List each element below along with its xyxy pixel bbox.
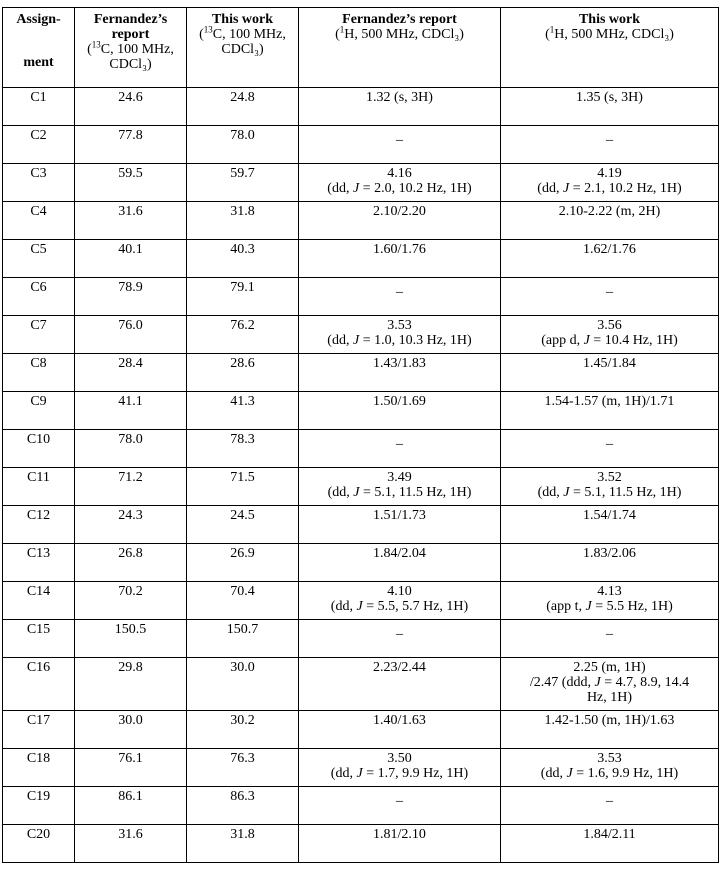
cell-assignment: C4 bbox=[3, 202, 75, 240]
cell-this-work-13c: 26.9 bbox=[187, 544, 299, 582]
table-row bbox=[3, 88, 719, 126]
cell-line: _ bbox=[396, 128, 403, 143]
cell-this-work-1h bbox=[501, 88, 719, 126]
cell-this-work-1h bbox=[501, 240, 719, 278]
cell-line: 3.53 bbox=[597, 751, 622, 766]
cell-line: (dd, J = 2.1, 10.2 Hz, 1H) bbox=[537, 181, 682, 196]
cell-assignment: C18 bbox=[3, 749, 75, 787]
cell-this-work-1h bbox=[501, 392, 719, 430]
cell-fernandez-1h bbox=[299, 430, 501, 468]
cell-line: (dd, J = 5.1, 11.5 Hz, 1H) bbox=[537, 485, 682, 500]
table-row bbox=[3, 620, 719, 658]
cell-this-work-1h bbox=[501, 354, 719, 392]
cell-fernandez-1h bbox=[299, 126, 501, 164]
cell-this-work-1h bbox=[501, 787, 719, 825]
cell-fernandez-1h bbox=[299, 787, 501, 825]
cell-assignment: C16 bbox=[3, 658, 75, 711]
cell-fernandez-13c: 30.0 bbox=[75, 711, 187, 749]
cell-assignment: C1 bbox=[3, 88, 75, 126]
cell-fernandez-13c: 77.8 bbox=[75, 126, 187, 164]
cell-assignment: C6 bbox=[3, 278, 75, 316]
cell-fernandez-13c: 28.4 bbox=[75, 354, 187, 392]
cell-this-work-13c: 76.2 bbox=[187, 316, 299, 354]
cell-fernandez-1h bbox=[299, 468, 501, 506]
cell-this-work-13c: 31.8 bbox=[187, 825, 299, 863]
cell-this-work-1h bbox=[501, 825, 719, 863]
table-row bbox=[3, 582, 719, 620]
cell-line: 3.56 bbox=[597, 318, 622, 333]
cell-this-work-1h bbox=[501, 126, 719, 164]
cell-assignment: C15 bbox=[3, 620, 75, 658]
cell-this-work-13c: 86.3 bbox=[187, 787, 299, 825]
cell-fernandez-1h bbox=[299, 202, 501, 240]
cell-line: 3.49 bbox=[387, 470, 412, 485]
cell-line: Hz, 1H) bbox=[586, 690, 633, 705]
cell-line: (dd, J = 1.7, 9.9 Hz, 1H) bbox=[330, 766, 469, 781]
cell-line: _ bbox=[606, 432, 613, 447]
cell-line: 3.53 bbox=[387, 318, 412, 333]
header-fernandez-13c: Fernandez’s report ($^{13}$C, 100 MHz, CDCl₃) bbox=[75, 8, 187, 88]
cell-fernandez-1h bbox=[299, 711, 501, 749]
header-row bbox=[3, 8, 719, 88]
cell-this-work-13c: 30.0 bbox=[187, 658, 299, 711]
cell-line: 1.54-1.57 (m, 1H)/1.71 bbox=[544, 394, 675, 409]
table-row bbox=[3, 316, 719, 354]
cell-fernandez-13c: 31.6 bbox=[75, 202, 187, 240]
cell-fernandez-1h bbox=[299, 240, 501, 278]
cell-line: 1.32 (s, 3H) bbox=[366, 90, 433, 105]
cell-line: (dd, J = 1.0, 10.3 Hz, 1H) bbox=[327, 333, 472, 348]
cell-line: 4.19 bbox=[597, 166, 622, 181]
table-row bbox=[3, 711, 719, 749]
cell-line: (dd, J = 5.5, 5.7 Hz, 1H) bbox=[330, 599, 469, 614]
cell-fernandez-1h bbox=[299, 658, 501, 711]
cell-fernandez-1h bbox=[299, 316, 501, 354]
cell-line: 1.35 (s, 3H) bbox=[576, 90, 643, 105]
cell-line: 1.60/1.76 bbox=[373, 242, 426, 257]
cell-assignment: C11 bbox=[3, 468, 75, 506]
table-row bbox=[3, 392, 719, 430]
cell-this-work-13c: 24.8 bbox=[187, 88, 299, 126]
cell-this-work-13c: 78.0 bbox=[187, 126, 299, 164]
cell-line: /2.47 (ddd, J = 4.7, 8.9, 14.4 bbox=[529, 675, 690, 690]
cell-line: (dd, J = 1.6, 9.9 Hz, 1H) bbox=[540, 766, 679, 781]
nmr-comparison-table bbox=[2, 7, 719, 863]
cell-line: 1.43/1.83 bbox=[373, 356, 426, 371]
table-row bbox=[3, 468, 719, 506]
table-row bbox=[3, 126, 719, 164]
cell-this-work-1h bbox=[501, 506, 719, 544]
cell-fernandez-13c: 41.1 bbox=[75, 392, 187, 430]
cell-this-work-13c: 31.8 bbox=[187, 202, 299, 240]
header-this-work-1h: This work ($^1$H, 500 MHz, CDCl₃) bbox=[501, 8, 719, 88]
cell-line: 2.23/2.44 bbox=[373, 660, 426, 675]
cell-line: _ bbox=[396, 280, 403, 295]
cell-assignment: C7 bbox=[3, 316, 75, 354]
table-row bbox=[3, 658, 719, 711]
cell-fernandez-13c: 71.2 bbox=[75, 468, 187, 506]
cell-this-work-1h bbox=[501, 430, 719, 468]
cell-line: _ bbox=[606, 622, 613, 637]
cell-line: 1.84/2.04 bbox=[373, 546, 426, 561]
cell-line: 1.51/1.73 bbox=[373, 508, 426, 523]
cell-this-work-13c: 150.7 bbox=[187, 620, 299, 658]
cell-this-work-13c: 59.7 bbox=[187, 164, 299, 202]
cell-this-work-1h bbox=[501, 749, 719, 787]
table-row bbox=[3, 164, 719, 202]
cell-assignment: C20 bbox=[3, 825, 75, 863]
table-row bbox=[3, 749, 719, 787]
cell-this-work-1h bbox=[501, 202, 719, 240]
cell-this-work-1h bbox=[501, 582, 719, 620]
cell-line: (app d, J = 10.4 Hz, 1H) bbox=[541, 333, 678, 348]
cell-fernandez-13c: 26.8 bbox=[75, 544, 187, 582]
cell-assignment: C10 bbox=[3, 430, 75, 468]
cell-line: (dd, J = 2.0, 10.2 Hz, 1H) bbox=[327, 181, 472, 196]
cell-line: (dd, J = 5.1, 11.5 Hz, 1H) bbox=[327, 485, 472, 500]
cell-fernandez-1h bbox=[299, 825, 501, 863]
cell-assignment: C2 bbox=[3, 126, 75, 164]
cell-line: _ bbox=[606, 128, 613, 143]
cell-fernandez-13c: 29.8 bbox=[75, 658, 187, 711]
cell-line: _ bbox=[606, 789, 613, 804]
table-row bbox=[3, 825, 719, 863]
cell-this-work-13c: 79.1 bbox=[187, 278, 299, 316]
cell-line: 4.13 bbox=[597, 584, 622, 599]
cell-this-work-1h bbox=[501, 316, 719, 354]
cell-this-work-13c: 76.3 bbox=[187, 749, 299, 787]
table-row bbox=[3, 354, 719, 392]
cell-line: _ bbox=[396, 622, 403, 637]
cell-fernandez-13c: 78.9 bbox=[75, 278, 187, 316]
cell-line: _ bbox=[396, 432, 403, 447]
cell-fernandez-13c: 59.5 bbox=[75, 164, 187, 202]
table-row bbox=[3, 544, 719, 582]
cell-fernandez-1h bbox=[299, 749, 501, 787]
cell-this-work-1h bbox=[501, 658, 719, 711]
cell-fernandez-1h bbox=[299, 582, 501, 620]
cell-this-work-13c: 30.2 bbox=[187, 711, 299, 749]
cell-line: 1.84/2.11 bbox=[583, 827, 636, 842]
cell-line: 1.81/2.10 bbox=[373, 827, 426, 842]
cell-assignment: C17 bbox=[3, 711, 75, 749]
cell-line: 3.50 bbox=[387, 751, 412, 766]
cell-assignment: C12 bbox=[3, 506, 75, 544]
cell-this-work-13c: 40.3 bbox=[187, 240, 299, 278]
table-body bbox=[3, 88, 719, 863]
cell-fernandez-13c: 24.3 bbox=[75, 506, 187, 544]
cell-this-work-13c: 70.4 bbox=[187, 582, 299, 620]
cell-line: _ bbox=[606, 280, 613, 295]
cell-fernandez-13c: 76.0 bbox=[75, 316, 187, 354]
cell-fernandez-13c: 70.2 bbox=[75, 582, 187, 620]
cell-fernandez-13c: 24.6 bbox=[75, 88, 187, 126]
cell-this-work-13c: 78.3 bbox=[187, 430, 299, 468]
cell-assignment: C8 bbox=[3, 354, 75, 392]
cell-assignment: C14 bbox=[3, 582, 75, 620]
cell-this-work-1h bbox=[501, 164, 719, 202]
cell-assignment: C5 bbox=[3, 240, 75, 278]
cell-fernandez-1h bbox=[299, 164, 501, 202]
table-row bbox=[3, 278, 719, 316]
cell-this-work-1h bbox=[501, 711, 719, 749]
cell-line: 2.25 (m, 1H) bbox=[573, 660, 646, 675]
header-assignment: Assign- ment bbox=[3, 8, 75, 88]
cell-fernandez-1h bbox=[299, 354, 501, 392]
cell-this-work-1h bbox=[501, 620, 719, 658]
cell-this-work-13c: 41.3 bbox=[187, 392, 299, 430]
cell-this-work-13c: 28.6 bbox=[187, 354, 299, 392]
cell-this-work-1h bbox=[501, 278, 719, 316]
cell-this-work-1h bbox=[501, 468, 719, 506]
cell-fernandez-1h bbox=[299, 506, 501, 544]
cell-fernandez-1h bbox=[299, 392, 501, 430]
cell-fernandez-1h bbox=[299, 88, 501, 126]
table-row bbox=[3, 240, 719, 278]
cell-line: _ bbox=[396, 789, 403, 804]
cell-this-work-13c: 71.5 bbox=[187, 468, 299, 506]
cell-fernandez-13c: 78.0 bbox=[75, 430, 187, 468]
cell-assignment: C19 bbox=[3, 787, 75, 825]
header-fernandez-1h: Fernandez’s report ($^1$H, 500 MHz, CDCl₃) bbox=[299, 8, 501, 88]
cell-line: 4.16 bbox=[387, 166, 412, 181]
cell-fernandez-13c: 76.1 bbox=[75, 749, 187, 787]
cell-line: (app t, J = 5.5 Hz, 1H) bbox=[546, 599, 673, 614]
cell-line: 1.50/1.69 bbox=[373, 394, 426, 409]
cell-line: 1.54/1.74 bbox=[583, 508, 636, 523]
cell-assignment: C9 bbox=[3, 392, 75, 430]
cell-fernandez-13c: 86.1 bbox=[75, 787, 187, 825]
cell-fernandez-1h bbox=[299, 620, 501, 658]
cell-line: 1.40/1.63 bbox=[373, 713, 426, 728]
cell-line: 1.83/2.06 bbox=[583, 546, 636, 561]
cell-line: 1.62/1.76 bbox=[583, 242, 636, 257]
cell-fernandez-1h bbox=[299, 544, 501, 582]
cell-line: 3.52 bbox=[597, 470, 622, 485]
cell-assignment: C13 bbox=[3, 544, 75, 582]
cell-line: 4.10 bbox=[387, 584, 412, 599]
table-row bbox=[3, 430, 719, 468]
cell-this-work-1h bbox=[501, 544, 719, 582]
cell-fernandez-13c: 150.5 bbox=[75, 620, 187, 658]
table-row bbox=[3, 202, 719, 240]
cell-line: 2.10-2.22 (m, 2H) bbox=[558, 204, 661, 219]
cell-fernandez-13c: 31.6 bbox=[75, 825, 187, 863]
table-row bbox=[3, 787, 719, 825]
cell-assignment: C3 bbox=[3, 164, 75, 202]
table-row bbox=[3, 506, 719, 544]
cell-line: 1.42-1.50 (m, 1H)/1.63 bbox=[544, 713, 675, 728]
cell-fernandez-13c: 40.1 bbox=[75, 240, 187, 278]
cell-fernandez-1h bbox=[299, 278, 501, 316]
header-this-work-13c: This work ($^{13}$C, 100 MHz, CDCl₃) bbox=[187, 8, 299, 88]
cell-line: 2.10/2.20 bbox=[373, 204, 426, 219]
cell-this-work-13c: 24.5 bbox=[187, 506, 299, 544]
cell-line: 1.45/1.84 bbox=[583, 356, 636, 371]
